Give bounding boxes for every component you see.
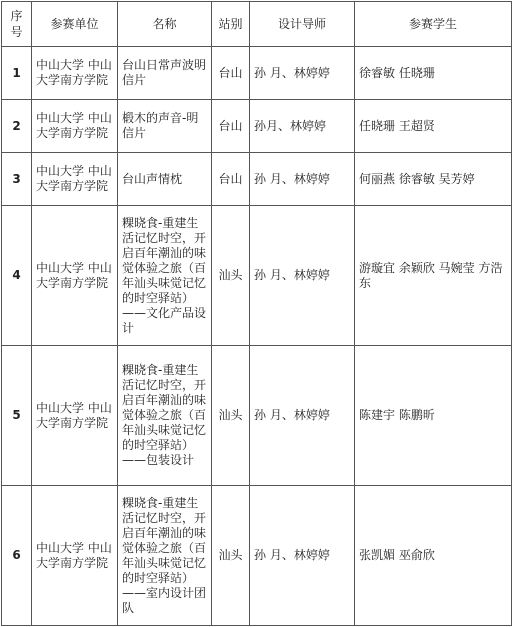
header-students: 参赛学生	[355, 2, 512, 47]
cell-name: 粿晓食-重建生活记忆时空，开启百年潮汕的味觉体验之旅（百年汕头味觉记忆的时空驿站）——包装设计	[118, 346, 212, 486]
cell-name: 台山声情枕	[118, 153, 212, 206]
cell-unit: 中山大学 中山大学南方学院	[32, 153, 118, 206]
cell-index: 6	[2, 486, 32, 626]
cell-name: 椴木的声音-明信片	[118, 100, 212, 153]
cell-index: 5	[2, 346, 32, 486]
cell-site: 汕头	[212, 206, 250, 346]
cell-name: 粿晓食-重建生活记忆时空，开启百年潮汕的味觉体验之旅（百年汕头味觉记忆的时空驿站）——文化产品设计	[118, 206, 212, 346]
header-index: 序号	[2, 2, 32, 47]
cell-students: 游璇宜 余颖欣 马婉莹 方浩东	[355, 206, 512, 346]
table-row	[2, 47, 512, 100]
header-tutor: 设计导师	[250, 2, 355, 47]
cell-tutor: 孙 月、林婷婷	[250, 47, 355, 100]
cell-name: 台山日常声波明信片	[118, 47, 212, 100]
cell-unit: 中山大学 中山大学南方学院	[32, 47, 118, 100]
header-site: 站别	[212, 2, 250, 47]
table-row	[2, 206, 512, 346]
cell-students: 徐睿敏 任晓珊	[355, 47, 512, 100]
cell-index: 1	[2, 47, 32, 100]
cell-index: 3	[2, 153, 32, 206]
cell-students: 何丽燕 徐睿敏 吴芳婷	[355, 153, 512, 206]
table-row	[2, 346, 512, 486]
cell-unit: 中山大学 中山大学南方学院	[32, 486, 118, 626]
contest-table	[1, 1, 512, 626]
header-unit: 参赛单位	[32, 2, 118, 47]
cell-name: 粿晓食-重建生活记忆时空，开启百年潮汕的味觉体验之旅（百年汕头味觉记忆的时空驿站）——室内设计团队	[118, 486, 212, 626]
cell-tutor: 孙 月、林婷婷	[250, 153, 355, 206]
header-row	[2, 2, 512, 47]
cell-site: 汕头	[212, 346, 250, 486]
cell-site: 台山	[212, 47, 250, 100]
table-row	[2, 486, 512, 626]
cell-unit: 中山大学 中山大学南方学院	[32, 346, 118, 486]
cell-index: 2	[2, 100, 32, 153]
cell-students: 任晓珊 王超贤	[355, 100, 512, 153]
table-row	[2, 100, 512, 153]
cell-tutor: 孙月、林婷婷	[250, 100, 355, 153]
cell-students: 陈建宇 陈鹏昕	[355, 346, 512, 486]
cell-tutor: 孙 月、林婷婷	[250, 346, 355, 486]
header-name: 名称	[118, 2, 212, 47]
table-row	[2, 153, 512, 206]
cell-tutor: 孙 月、林婷婷	[250, 206, 355, 346]
cell-unit: 中山大学 中山大学南方学院	[32, 100, 118, 153]
cell-unit: 中山大学 中山大学南方学院	[32, 206, 118, 346]
cell-students: 张凯媚 巫俞欣	[355, 486, 512, 626]
cell-site: 汕头	[212, 486, 250, 626]
cell-index: 4	[2, 206, 32, 346]
cell-tutor: 孙 月、林婷婷	[250, 486, 355, 626]
cell-site: 台山	[212, 100, 250, 153]
cell-site: 台山	[212, 153, 250, 206]
